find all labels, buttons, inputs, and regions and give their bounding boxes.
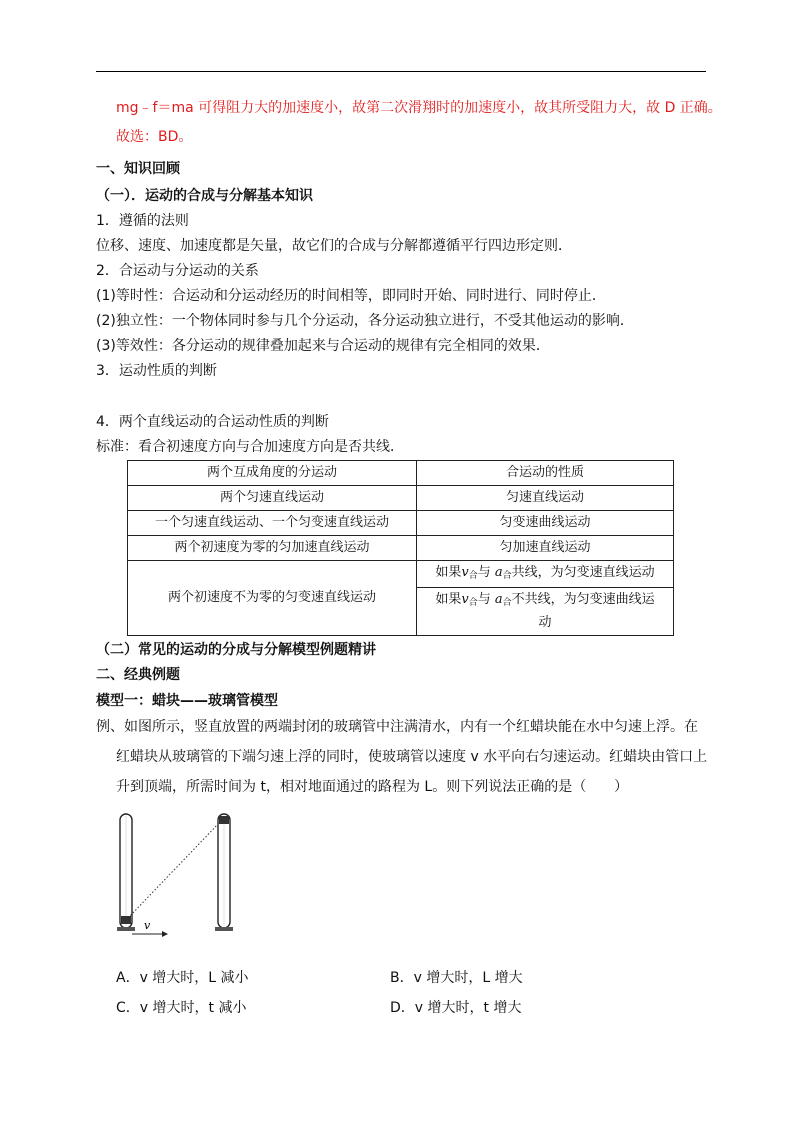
- text-if: 如果: [435, 564, 462, 580]
- trajectory-path: [128, 822, 220, 918]
- subscript-he: 合: [502, 570, 512, 581]
- glass-tube-figure: [114, 808, 244, 938]
- symbol-v: v: [461, 564, 469, 580]
- rule-title: 1．遵循的法则: [96, 213, 189, 229]
- text-and: 与: [477, 564, 491, 580]
- text-motion: 动: [538, 615, 552, 630]
- subsection-heading-basics: （一）．运动的合成与分解基本知识: [96, 188, 313, 204]
- table-row: [128, 536, 674, 561]
- table-cell: 匀加速直线运动: [417, 536, 674, 561]
- table-header-row: [128, 461, 674, 486]
- judgment-title: 3．运动性质的判断: [96, 363, 217, 379]
- option-c[interactable]: C．v 增大时，t 减小: [116, 1000, 247, 1016]
- option-d[interactable]: D．v 增大时，t 增大: [390, 1000, 522, 1016]
- right-glass-tube: [215, 814, 233, 931]
- model-title: 模型一：蜡块——玻璃管模型: [96, 693, 278, 709]
- wax-block-end: [219, 816, 229, 824]
- subsection-heading-models: （二）常见的运动的分成与分解模型例题精讲: [96, 642, 376, 658]
- question-line-2: 红蜡块从玻璃管的下端匀速上浮的同时，使玻璃管以速度 v 水平向右匀速运动。红蜡块由管口上: [116, 749, 708, 765]
- question-line-3: 升到顶端，所需时间为 t，相对地面通过的路程为 L。则下列说法正确的是（ ）: [116, 779, 629, 795]
- velocity-label: v: [144, 919, 151, 932]
- table-cell-not-collinear: [417, 588, 674, 636]
- option-b[interactable]: B．v 增大时，L 增大: [390, 970, 523, 986]
- section-heading-review: 一、知识回顾: [96, 161, 180, 177]
- table-cell: 匀变速曲线运动: [417, 511, 674, 536]
- text-and: 与: [477, 592, 491, 607]
- subscript-he: 合: [468, 598, 478, 608]
- text-not-collinear: 不共线，为匀变速曲线运: [511, 592, 655, 607]
- text-collinear: 共线，为匀变速直线运动: [511, 564, 655, 580]
- rule-text: 位移、速度、加速度都是矢量，故它们的合成与分解都遵循平行四边形定则．: [96, 238, 572, 254]
- table-header: 合运动的性质: [417, 461, 674, 486]
- text-if: 如果: [435, 592, 462, 607]
- table-cell-collinear: [417, 561, 674, 588]
- symbol-v: v: [461, 592, 469, 607]
- answer-line-2: 故选：BD。: [116, 129, 193, 145]
- motion-property-table: [127, 460, 674, 636]
- section-heading-examples: 二、经典例题: [96, 667, 180, 683]
- table-cell: 两个初速度为零的匀加速直线运动: [128, 536, 417, 561]
- option-a[interactable]: A．v 增大时，L 减小: [116, 970, 249, 986]
- symbol-a: a: [494, 592, 503, 607]
- arrow-head-icon: [162, 931, 168, 937]
- table-row: [128, 511, 674, 536]
- table-cell: 匀速直线运动: [417, 486, 674, 511]
- table-row: [128, 561, 674, 588]
- wax-block-start: [121, 916, 131, 924]
- symbol-a: a: [494, 564, 503, 580]
- relation-item: (2)独立性：一个物体同时参与几个分运动，各分运动独立进行，不受其他运动的影响．: [96, 313, 634, 329]
- standard-text: 标准：看合初速度方向与合加速度方向是否共线．: [96, 439, 404, 455]
- subscript-he: 合: [468, 570, 478, 581]
- relation-item: (1)等时性：合运动和分运动经历的时间相等，即同时开始、同时进行、同时停止．: [96, 288, 606, 304]
- table-row: [128, 486, 674, 511]
- table-cell: 两个初速度不为零的匀变速直线运动: [128, 561, 417, 636]
- table-cell: 一个匀速直线运动、一个匀变速直线运动: [128, 511, 417, 536]
- question-line-1: 例、如图所示，竖直放置的两端封闭的玻璃管中注满清水，内有一个红蜡块能在水中匀速上浮。在: [96, 719, 698, 735]
- header-rule: [96, 71, 706, 72]
- subscript-he: 合: [502, 598, 512, 608]
- combined-motion-title: 4．两个直线运动的合运动性质的判断: [96, 414, 329, 430]
- relation-title: 2．合运动与分运动的关系: [96, 263, 259, 279]
- relation-item: (3)等效性：各分运动的规律叠加起来与合运动的规律有完全相同的效果．: [96, 338, 550, 354]
- left-glass-tube: [117, 814, 135, 931]
- table-header: 两个互成角度的分运动: [128, 461, 417, 486]
- table-cell: 两个匀速直线运动: [128, 486, 417, 511]
- answer-line-1: mg﹣f＝ma 可得阻力大的加速度小，故第二次滑翔时的加速度小，故其所受阻力大，故 D 正确。: [116, 100, 722, 116]
